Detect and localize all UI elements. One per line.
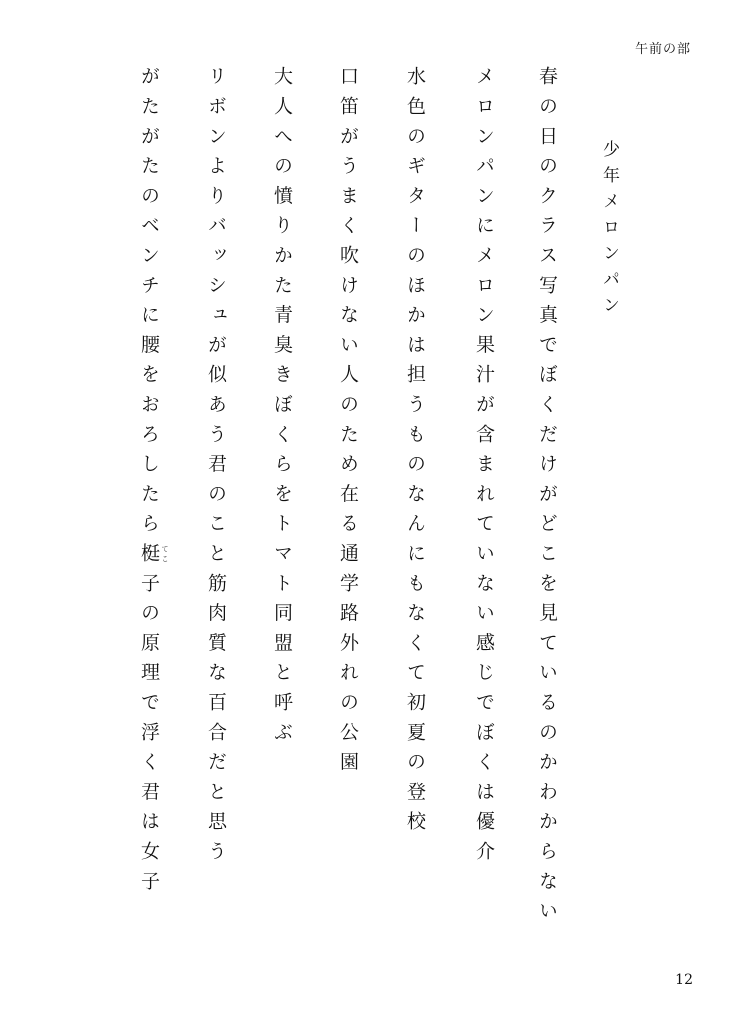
poem-title: 少年メロンパン — [599, 140, 619, 322]
ruby-reading: こ — [161, 554, 169, 564]
poem-line: メロンパンにメロン果汁が含まれていない感じでぼくは優介 — [473, 66, 495, 871]
poem-line: 大人への憤りかた青臭きぼくらをトマト同盟と呼ぶ — [271, 66, 293, 752]
poem-line: 水色のギターのほかは担うものなんにもなくて初夏の登校 — [404, 66, 426, 841]
poem-line: 口笛がうまく吹けない人のため在る通学路外れの公園 — [337, 66, 359, 782]
poem-line: リボンよりバッシュが似あう君のこと筋肉質な百合だと思う — [205, 66, 227, 871]
poem-line-segment: の原理で浮く君は女子 — [138, 602, 160, 901]
poem-line: 春の日のクラス写真でぼくだけがどこを見ているのかわからない — [536, 66, 558, 931]
poem-line-segment: がたがたのベンチに腰をおろしたら — [138, 66, 160, 543]
poem-line-last — [138, 66, 169, 901]
page-number: 12 — [675, 972, 693, 988]
ruby-base: 梃子 — [138, 542, 160, 603]
section-header: 午前の部 — [634, 42, 691, 57]
ruby-reading: て — [161, 544, 169, 554]
ruby-word — [138, 542, 169, 603]
